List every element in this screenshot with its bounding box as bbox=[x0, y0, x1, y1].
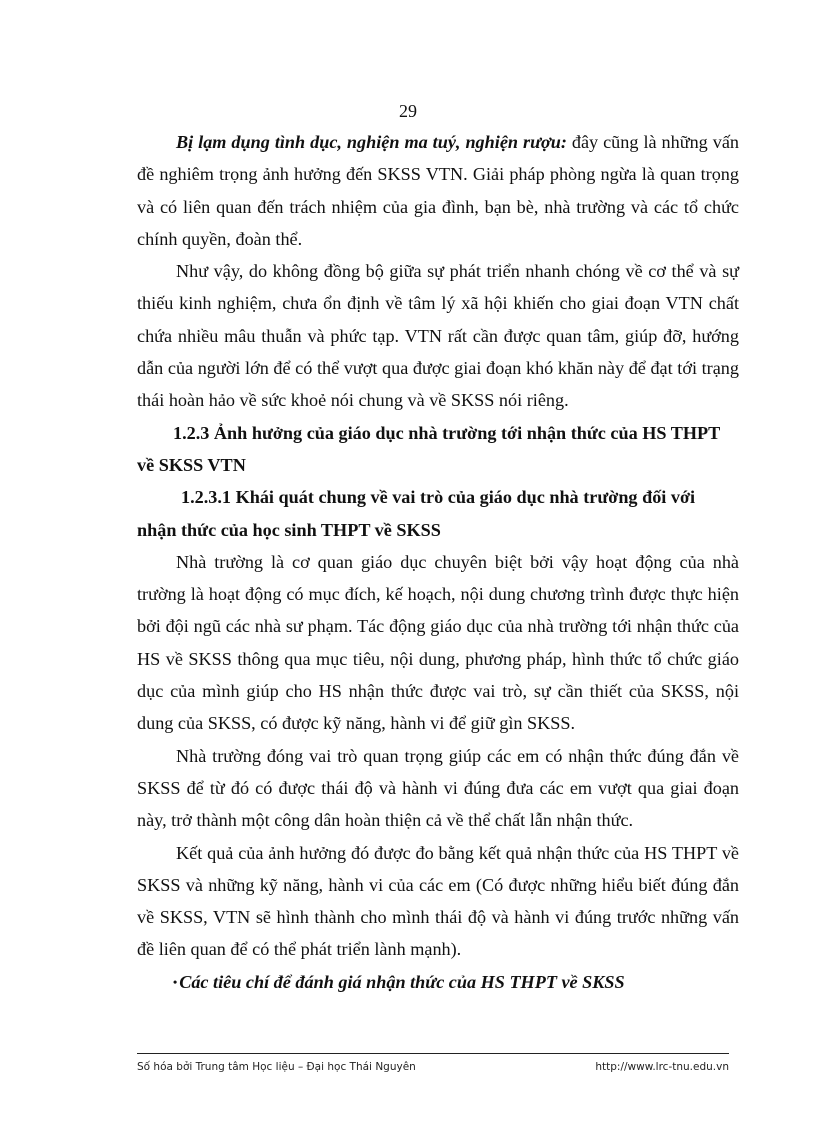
paragraph-body-text: đây cũng là những vấn đề nghiêm trọng ảnh hưởng đến SKSS VTN. Giải pháp phòng ngừa là quan trọng và có liên quan đến trách nhiệm của gia đình, bạn bè, nhà trường và các tổ chức chính quyền, đoàn thể. bbox=[137, 132, 740, 249]
footer-divider bbox=[137, 1053, 729, 1054]
paragraph-school-importance: Nhà trường đóng vai trò quan trọng giúp các em có nhận thức đúng đắn về SKSS để từ đó có được thái độ và hành vi đúng đưa các em vượt qua giai đoạn này, trở thành một công dân hoàn thiện cả về thể chất lẫn nhận thức. bbox=[137, 745, 739, 831]
section-heading-1-2-3: 1.2.3 Ảnh hưởng của giáo dục nhà trường tới nhận thức của HS THPT về SKSS VTN bbox=[137, 422, 720, 475]
section-heading-1-2-3-1: 1.2.3.1 Khái quát chung về vai trò của giáo dục nhà trường đối với nhận thức của học sinh THPT về SKSS bbox=[137, 487, 696, 540]
footer-url: http://www.lrc-tnu.edu.vn bbox=[595, 1061, 729, 1073]
page-footer bbox=[137, 1060, 729, 1074]
paragraph-lead-text: Bị lạm dụng tình dục, nghiện ma tuý, nghiện rượu: bbox=[176, 132, 567, 152]
bullet-icon: • bbox=[173, 974, 178, 989]
bullet-text: Các tiêu chí để đánh giá nhận thức của HS THPT về SKSS bbox=[179, 971, 625, 992]
footer-source: Số hóa bởi Trung tâm Học liệu – Đại học Thái Nguyên bbox=[137, 1061, 416, 1073]
page-number: 29 bbox=[399, 101, 417, 121]
document-body bbox=[137, 126, 739, 998]
paragraph-school-role: Nhà trường là cơ quan giáo dục chuyên biệt bởi vậy hoạt động của nhà trường là hoạt động có mục đích, kế hoạch, nội dung chương trình được thực hiện bởi đội ngũ các nhà sư phạm. Tác động giáo dục của nhà trường tới nhận thức của HS về SKSS thông qua mục tiêu, nội dung, phương pháp, hình thức tổ chức giáo dục của mình giúp cho HS nhận thức được vai trò, sự cần thiết của SKSS, nội dung của SKSS, có được kỹ năng, hành vi để giữ gìn SKSS. bbox=[137, 551, 739, 734]
paragraph-abuse-addiction bbox=[137, 126, 739, 255]
paragraph-outcome-measure: Kết quả của ảnh hưởng đó được đo bằng kết quả nhận thức của HS THPT về SKSS và những kỹ năng, hành vi của các em (Có được những hiểu biết đúng đắn về SKSS, VTN sẽ hình thành cho mình thái độ và hành vi đúng trước những vấn đề liên quan để có thể phát triển lành mạnh). bbox=[137, 842, 739, 960]
bullet-criteria bbox=[137, 966, 739, 998]
paragraph-adolescence-summary: Như vậy, do không đồng bộ giữa sự phát triển nhanh chóng về cơ thể và sự thiếu kinh nghiệm, chưa ổn định về tâm lý xã hội khiến cho giai đoạn VTN chất chứa nhiều mâu thuẫn và phức tạp. VTN rất cần được quan tâm, giúp đỡ, hướng dẫn của người lớn để có thể vượt qua được giai đoạn khó khăn này để đạt tới trạng thái hoàn hảo về sức khoẻ nói chung và về SKSS nói riêng. bbox=[137, 261, 739, 411]
